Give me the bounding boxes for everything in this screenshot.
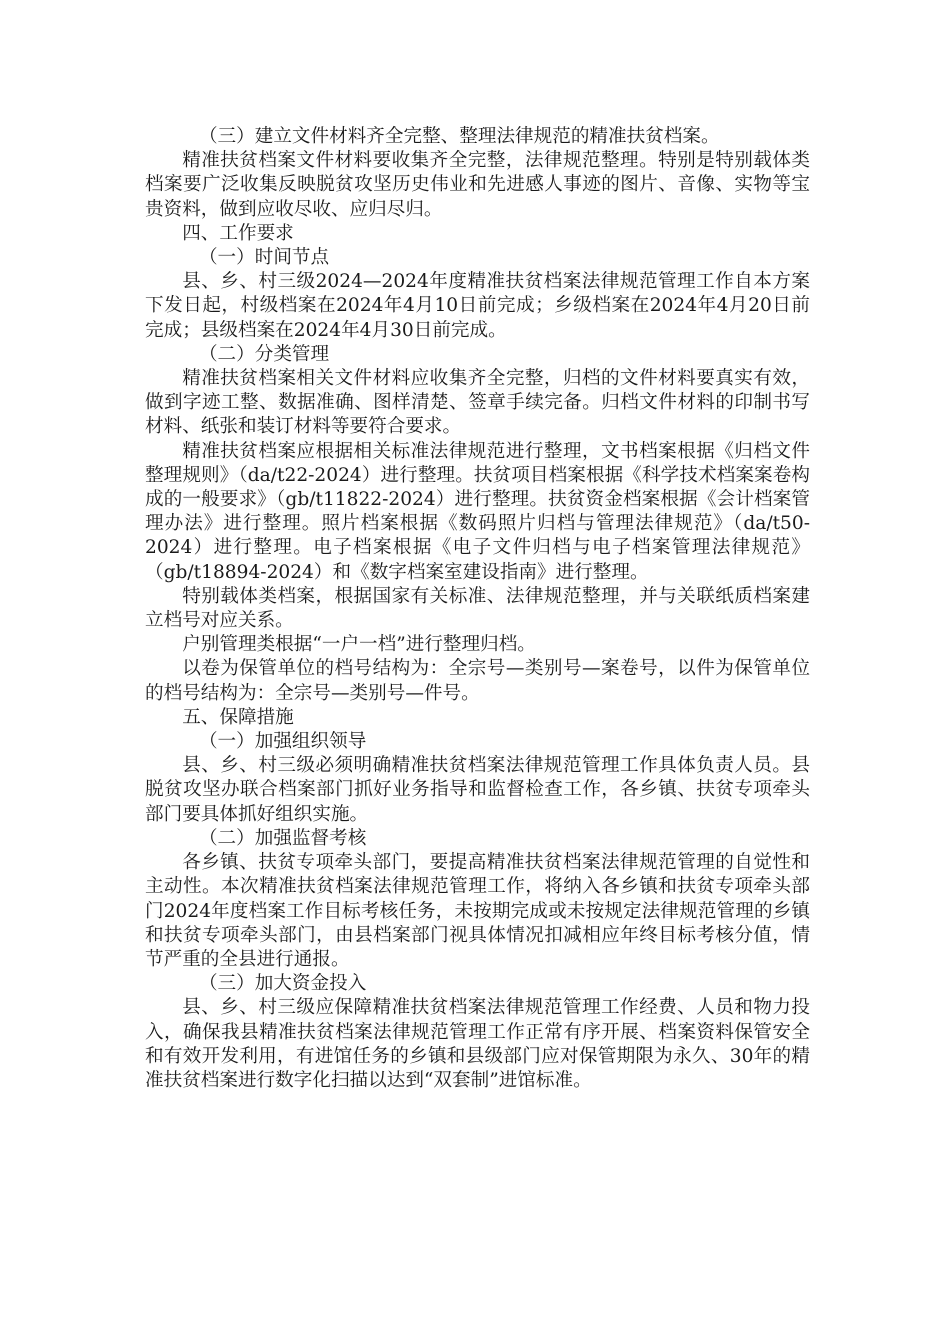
section-heading: （三）加大资金投入	[198, 973, 367, 995]
paragraph: 精准扶贫档案应根据相关标准法律规范进行整理，文书档案根据《归档文件整理规则》（da/t22-2024）进行整理。扶贫项目档案根据《科学技术档案案卷构成的一般要求》（gb/t11822-2024）进行整理。扶贫资金档案根据《会计档案管理办法》进行整理。照片档案根据《数码照片归档与管理法律规范》（da/t50-2024）进行整理。电子档案根据《电子文件归档与电子档案管理法律规范》（gb/t18894-2024）和《数字档案室建设指南》进行整理。	[145, 440, 810, 583]
section-heading: （二）加强监督考核	[198, 827, 367, 849]
section-heading: （一）时间节点	[198, 247, 330, 269]
paragraph: 以卷为保管单位的档号结构为：全宗号—类别号—案卷号，以件为保管单位的档号结构为：全宗号—类别号—件号。	[145, 658, 810, 704]
paragraph: 县、乡、村三级必须明确精准扶贫档案法律规范管理工作具体负责人员。县脱贫攻坚办联合档案部门抓好业务指导和监督检查工作，各乡镇、扶贫专项牵头部门要具体抓好组织实施。	[145, 755, 810, 825]
paragraph: 精准扶贫档案文件材料要收集齐全完整，法律规范整理。特别是特别载体类档案要广泛收集反映脱贫攻坚历史伟业和先进感人事迹的图片、音像、实物等宝贵资料，做到应收尽收、应归尽归。	[145, 150, 810, 220]
section-heading: （一）加强组织领导	[198, 731, 367, 753]
paragraph: 精准扶贫档案相关文件材料应收集齐全完整，归档的文件材料要真实有效，做到字迹工整、数据准确、图样清楚、签章手续完备。归档文件材料的印制书写材料、纸张和装订材料等要符合要求。	[145, 368, 810, 438]
section-heading: （二）分类管理	[198, 343, 330, 365]
paragraph: 县、乡、村三级2024—2024年度精准扶贫档案法律规范管理工作自本方案下发日起，村级档案在2024年4月10日前完成；乡级档案在2024年4月20日前完成；县级档案在2024年4月30日前完成。	[145, 271, 810, 341]
document-body	[145, 125, 810, 1093]
chapter-heading: 四、工作要求	[182, 222, 294, 244]
paragraph: 各乡镇、扶贫专项牵头部门，要提高精准扶贫档案法律规范管理的自觉性和主动性。本次精准扶贫档案法律规范管理工作，将纳入各乡镇和扶贫专项牵头部门2024年度档案工作目标考核任务，未按期完成或未按规定法律规范管理的乡镇和扶贫专项牵头部门，由县档案部门视具体情况扣减相应年终目标考核分值，情节严重的全县进行通报。	[145, 852, 810, 970]
paragraph: 户别管理类根据“一户一档”进行整理归档。	[182, 634, 536, 656]
section-heading: （三）建立文件材料齐全完整、整理法律规范的精准扶贫档案。	[198, 126, 720, 147]
paragraph: 特别载体类档案，根据国家有关标准、法律规范整理，并与关联纸质档案建立档号对应关系。	[145, 585, 810, 632]
chapter-heading: 五、保障措施	[182, 706, 294, 728]
paragraph: 县、乡、村三级应保障精准扶贫档案法律规范管理工作经费、人员和物力投入，确保我县精准扶贫档案法律规范管理工作正常有序开展、档案资料保管安全和有效开发利用，有进馆任务的乡镇和县级部门应对保管期限为永久、30年的精准扶贫档案进行数字化扫描以达到“双套制”进馆标准。	[145, 997, 810, 1091]
